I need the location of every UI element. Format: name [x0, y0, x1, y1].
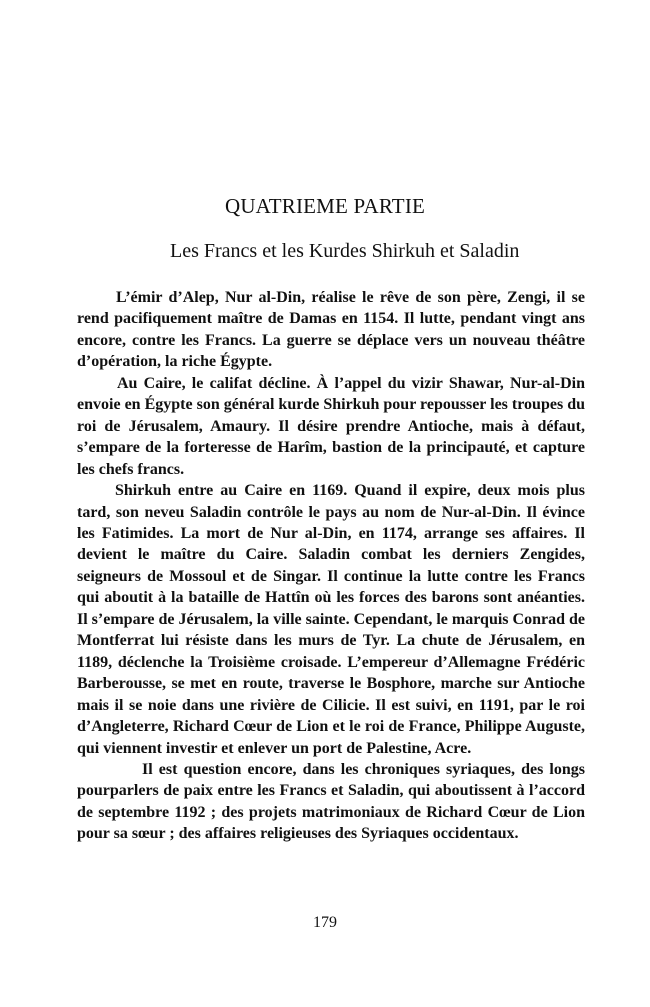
paragraph: Il est question encore, dans les chroniques syriaques, des longs pourparlers de paix entre les Francs et Saladin, qui aboutissent à l’accord de septembre 1192 ; des projets matrimoniaux de Richard Cœur de Lion pour sa sœur ; des affaires religieuses des Syriaques occidentaux. — [77, 760, 585, 843]
body-text — [77, 287, 585, 845]
chapter-title: Les Francs et les Kurdes Shirkuh et Saladin — [170, 240, 520, 262]
page-number: 179 — [313, 914, 337, 931]
paragraph: Au Caire, le califat décline. À l’appel du vizir Shawar, Nur-al-Din envoie en Égypte son général kurde Shirkuh pour repousser les troupes du roi de Jérusalem, Amaury. Il désire prendre Antioche, mais à défaut, s’empare de la forteresse de Harîm, bastion de la principauté, et capture les chefs francs. — [77, 374, 585, 478]
paragraph: L’émir d’Alep, Nur al-Din, réalise le rêve de son père, Zengi, il se rend pacifiquement maître de Damas en 1154. Il lutte, pendant vingt ans encore, contre les Francs. La guerre se déplace vers un nouveau théâtre d’opération, la riche Égypte. — [77, 289, 585, 371]
part-title: QUATRIEME PARTIE — [224, 194, 426, 218]
paragraph: Shirkuh entre au Caire en 1169. Quand il expire, deux mois plus tard, son neveu Saladin contrôle le pays au nom de Nur-al-Din. Il évince les Fatimides. La mort de Nur al-Din, en 1174, arrange ses affaires. Il devient le maître du Caire. Saladin combat les derniers Zengides, seigneurs de Mossoul et de Singar. Il continue la lutte contre les Francs qui aboutit à la bataille de Hattîn où les forces des barons sont anéanties. Il s’empare de Jérusalem, la ville sainte. Cependant, le marquis Conrad de Montferrat lui résiste dans les murs de Tyr. La chute de Jérusalem, en 1189, déclenche la Troisième croisade. L’empereur d’Allemagne Frédéric Barberousse, se met en route, traverse le Bosphore, marche sur Antioche mais il se noie dans une rivière de Cilicie. Il est suivi, en 1191, par le roi d’Angleterre, Richard Cœur de Lion et le roi de France, Philippe Auguste, qui viennent investir et enlever un port de Palestine, Acre. — [77, 482, 585, 757]
